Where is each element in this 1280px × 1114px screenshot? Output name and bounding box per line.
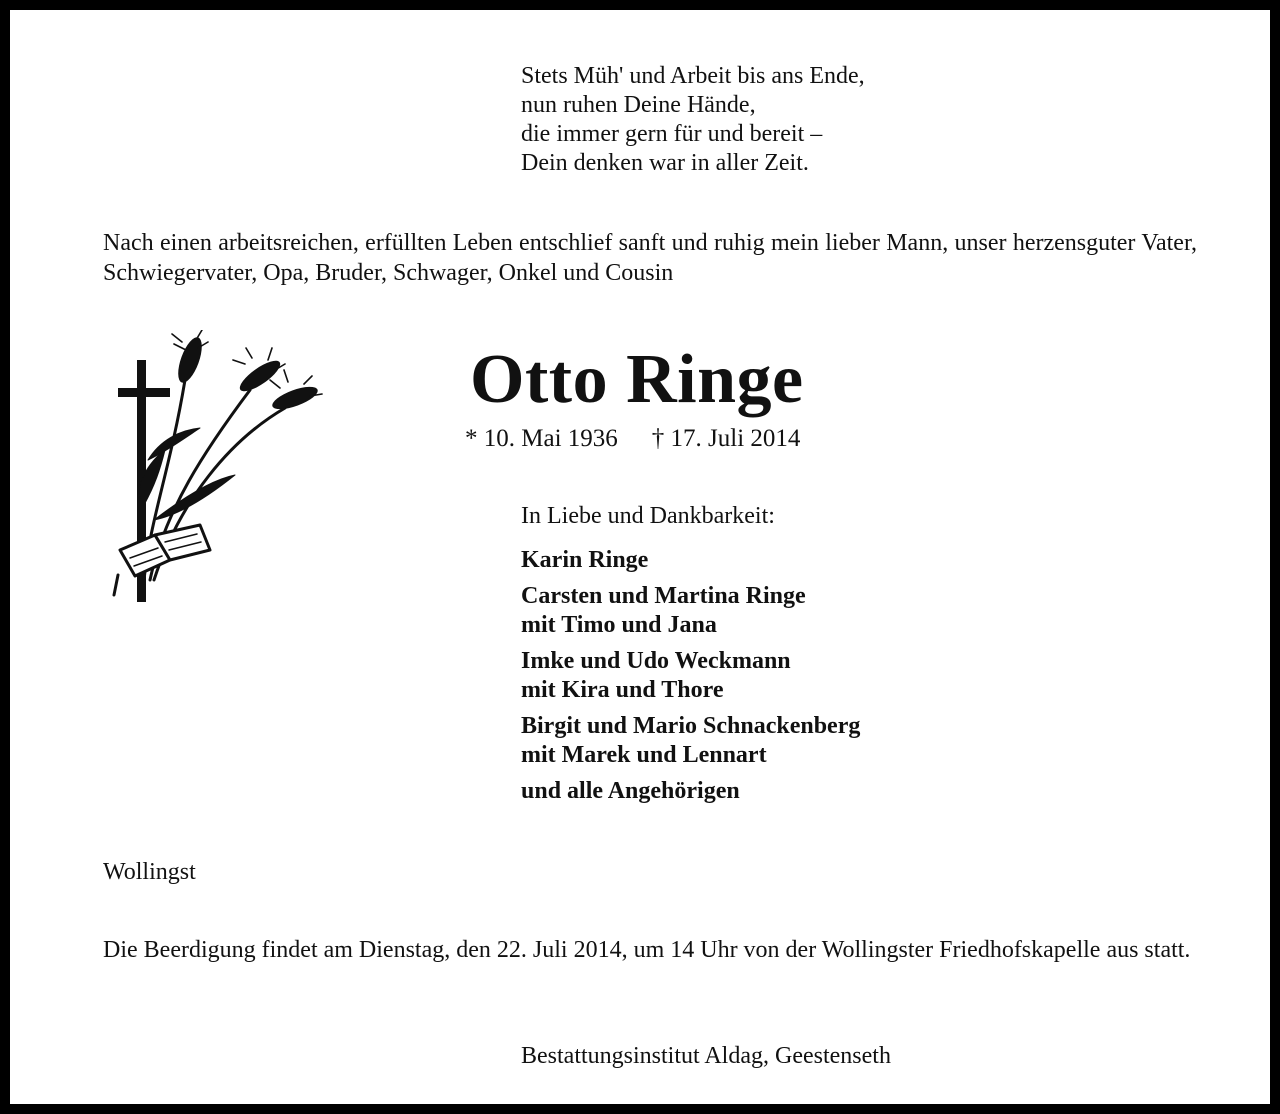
mourner-group xyxy=(521,712,860,770)
poem-line: Dein denken war in aller Zeit. xyxy=(521,150,809,176)
poem xyxy=(521,62,865,178)
mourner-line: Birgit und Mario Schnackenberg xyxy=(521,713,861,739)
poem-line: nun ruhen Deine Hände, xyxy=(521,92,756,118)
mourner-line: Imke und Udo Weckmann xyxy=(521,648,791,674)
mourner-line: und alle Angehörigen xyxy=(521,778,740,804)
life-dates xyxy=(465,424,800,454)
death-date: † 17. Juli 2014 xyxy=(651,425,801,452)
mourners-list xyxy=(521,546,860,813)
mourner-line: Karin Ringe xyxy=(521,547,649,573)
mourner-line: mit Timo und Jana xyxy=(521,612,717,638)
mourner-line: Carsten und Martina Ringe xyxy=(521,583,806,609)
poem-line: Stets Müh' und Arbeit bis ans Ende, xyxy=(521,63,865,89)
mourner-group xyxy=(521,777,860,806)
mourner-group xyxy=(521,546,860,575)
mourner-line: mit Kira und Thore xyxy=(521,677,724,703)
deceased-name: Otto Ringe xyxy=(470,341,804,418)
intro-text: Nach einen arbeitsreichen, erfüllten Leben entschlief sanft und ruhig mein lieber Mann, unser herzensguter Vater, Schwiegervater, Opa, Bruder, Schwager, Onkel und Cousin xyxy=(103,230,1197,286)
mourner-line: mit Marek und Lennart xyxy=(521,742,767,768)
birth-date: * 10. Mai 1936 xyxy=(465,425,618,452)
mourner-group xyxy=(521,647,860,705)
poem-line: die immer gern für und bereit – xyxy=(521,121,823,147)
mourner-group xyxy=(521,582,860,640)
funeral-notice: Die Beerdigung findet am Dienstag, den 22. Juli 2014, um 14 Uhr von der Wollingster Friedhofskapelle aus statt. xyxy=(103,937,1191,963)
cross-with-wheat-icon xyxy=(110,330,330,610)
thanks-line: In Liebe und Dankbarkeit: xyxy=(521,503,775,529)
place-name: Wollingst xyxy=(103,859,196,885)
undertaker-name: Bestattungsinstitut Aldag, Geestenseth xyxy=(521,1043,891,1069)
